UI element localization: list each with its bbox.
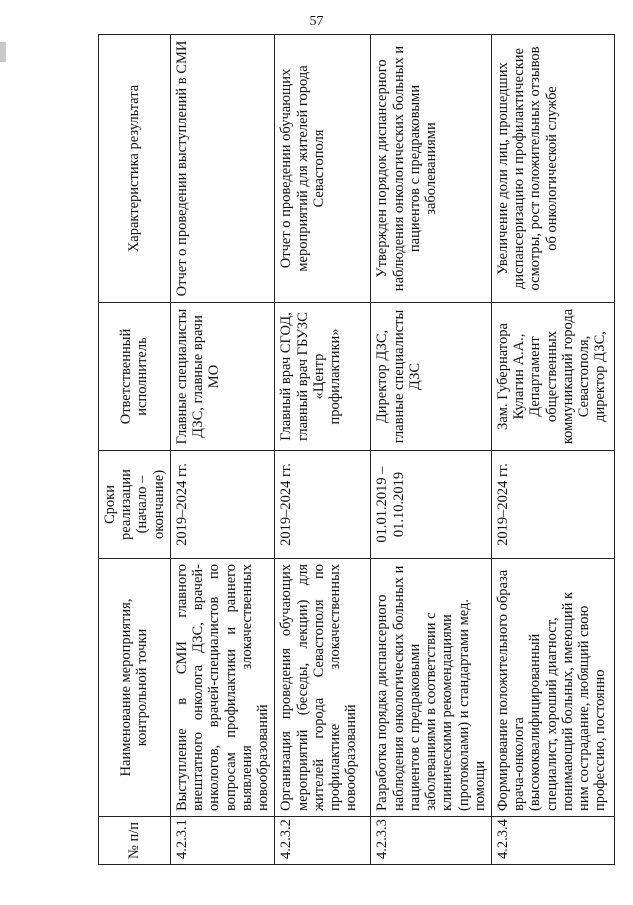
header-executor: Ответственный исполнитель — [99, 303, 171, 451]
page-number: 57 — [309, 14, 324, 29]
row-term: 2019–2024 гг. — [275, 451, 371, 559]
row-result: Утвержден порядок диспансерного наблюдения онкологических больных и пациентов с предраковыми заболеваниями — [371, 35, 492, 303]
table-header-row — [99, 35, 171, 865]
row-result: Отчет о проведении обучающих мероприятий для жителей города Севастополя — [275, 35, 371, 303]
row-term: 2019–2024 гг. — [491, 451, 614, 559]
table-row — [170, 35, 274, 865]
row-executor: Главный врач СГОД, главный врач ГБУЗС «Центр профилактики» — [275, 303, 371, 451]
header-name: Наименование мероприятия, контрольной точки — [99, 559, 171, 817]
row-result: Отчет о проведении выступлений в СМИ — [170, 35, 274, 303]
row-executor: Зам. Губернатора Кулагин А.А., Департамент общественных коммуникаций города Севастополя, директор ДЗС, — [491, 303, 614, 451]
row-executor: Главные специалисты ДЗС, главные врачи МО — [170, 303, 274, 451]
row-activity-name: Выступление в СМИ главного внештатного онколога ДЗС, врачей-онкологов, врачей-специалистов по вопросам профилактики и раннего выявления злокачественных новообразований — [170, 559, 274, 817]
row-activity-name: Организация проведения обучающих мероприятий (беседы, лекции) для жителей города Севастополя по профилактике злокачественных новообразований — [275, 559, 371, 817]
row-term: 2019–2024 гг. — [170, 451, 274, 559]
row-term: 01.01.2019 – 01.10.2019 — [371, 451, 492, 559]
header-result: Характеристика результата — [99, 35, 171, 303]
header-num: № п/п — [99, 817, 171, 865]
row-num: 4.2.3.1 — [170, 817, 274, 865]
row-executor: Директор ДЗС, главные специалисты ДЗС — [371, 303, 492, 451]
row-num: 4.2.3.4 — [491, 817, 614, 865]
binding-mark — [0, 42, 6, 62]
row-activity-name: Формирование положительного образа врача-онколога (высококвалифицированный специалист, хороший диагност, понимающий больных, имеющий к ним сострадание, любящий свою профессию, постоянно — [491, 559, 614, 817]
rotated-table-wrapper — [98, 35, 609, 865]
table-row — [371, 35, 492, 865]
header-term: Сроки реализации (начало – окончание) — [99, 451, 171, 559]
table-row — [491, 35, 614, 865]
row-num: 4.2.3.2 — [275, 817, 371, 865]
row-num: 4.2.3.3 — [371, 817, 492, 865]
action-plan-table — [98, 34, 615, 865]
row-result: Увеличение доли лиц, прошедших диспансеризацию и профилактические осмотры, рост положительных отзывов об онкологической службе — [491, 35, 614, 303]
table-row — [275, 35, 371, 865]
row-activity-name: Разработка порядка диспансерного наблюдения онкологических больных и пациентов с предраковыми заболеваниями в соответствии с клиническими рекомендациями (протоколами) и стандартами мед. помощи — [371, 559, 492, 817]
